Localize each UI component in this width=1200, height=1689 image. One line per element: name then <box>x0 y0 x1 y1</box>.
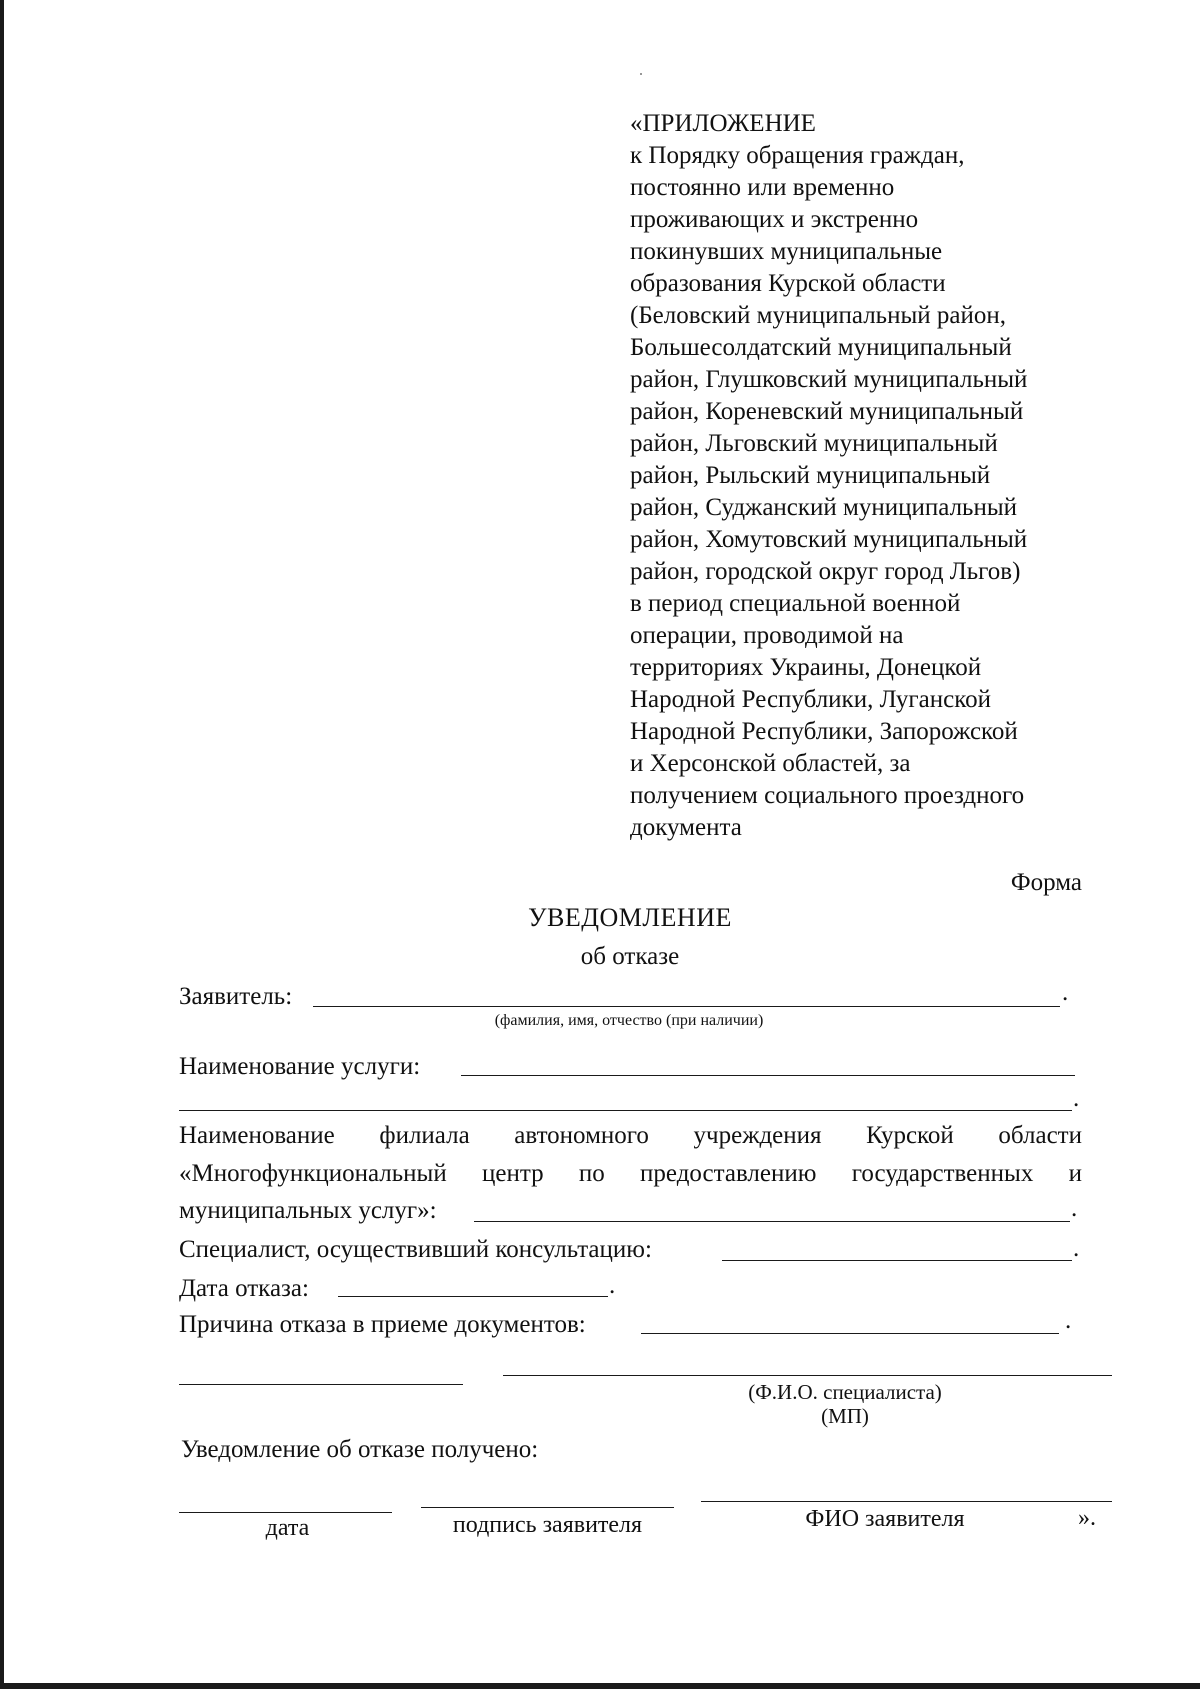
scan-border-bottom <box>0 1683 1200 1689</box>
refusal-reason-field-line[interactable] <box>641 1333 1059 1334</box>
appendix-line: район, Льговский муниципальный <box>630 430 998 457</box>
receipt-name-caption: ФИО заявителя <box>805 1506 965 1532</box>
appendix-line: территориях Украины, Донецкой <box>630 654 982 681</box>
receipt-signature-caption: подпись заявителя <box>452 1512 643 1538</box>
scan-speck <box>640 73 642 75</box>
applicant-caption: (фамилия, имя, отчество (при наличии) <box>494 1012 764 1029</box>
service-field-line[interactable] <box>461 1075 1075 1076</box>
appendix-line: район, Кореневский муниципальный <box>630 398 1024 425</box>
specialist-label: Специалист, осуществивший консультацию: <box>179 1236 652 1263</box>
appendix-line: район, Суджанский муниципальный <box>630 494 1018 521</box>
branch-field-line[interactable] <box>474 1221 1070 1222</box>
closing-quote-mark: ». <box>1078 1505 1096 1531</box>
appendix-line: операции, проводимой на <box>630 622 904 649</box>
appendix-line: в период специальной военной <box>630 590 961 617</box>
seal-caption: (МП) <box>821 1404 869 1428</box>
document-title: УВЕДОМЛЕНИЕ <box>528 903 732 932</box>
appendix-line: (Беловский муниципальный район, <box>630 302 1006 329</box>
branch-label-line-2: «Многофункциональный центр по предоставлению государственных и <box>179 1160 1082 1187</box>
appendix-line: район, городской округ город Льгов) <box>630 558 1021 585</box>
refusal-date-label: Дата отказа: <box>179 1275 309 1302</box>
specialist-field-line[interactable] <box>722 1260 1072 1261</box>
specialist-name-line[interactable] <box>503 1375 1112 1376</box>
refusal-reason-label: Причина отказа в приеме документов: <box>179 1311 586 1338</box>
appendix-line: проживающих и экстренно <box>630 206 919 233</box>
receipt-label: Уведомление об отказе получено: <box>181 1436 539 1463</box>
appendix-line: район, Хомутовский муниципальный <box>630 526 1028 553</box>
appendix-line: получением социального проездного <box>630 782 1025 809</box>
service-field-line-2[interactable] <box>179 1110 1072 1111</box>
receipt-date-line[interactable] <box>179 1512 392 1513</box>
service-label: Наименование услуги: <box>179 1053 421 1080</box>
appendix-body <box>630 140 1100 844</box>
appendix-line: документа <box>630 814 742 841</box>
appendix-line: образования Курской области <box>630 270 946 297</box>
appendix-line: район, Рыльский муниципальный <box>630 462 991 489</box>
appendix-line: постоянно или временно <box>630 174 895 201</box>
specialist-period: . <box>1073 1235 1080 1262</box>
appendix-line: и Херсонской областей, за <box>630 750 911 777</box>
appendix-line: Народной Республики, Запорожской <box>630 718 1018 745</box>
applicant-label: Заявитель: <box>179 983 293 1010</box>
applicant-field-line[interactable] <box>313 1006 1060 1007</box>
appendix-block <box>630 108 1100 844</box>
appendix-title: «ПРИЛОЖЕНИЕ <box>630 110 816 137</box>
appendix-line: Народной Республики, Луганской <box>630 686 991 713</box>
receipt-name-line[interactable] <box>701 1501 1112 1502</box>
branch-label-line-1: Наименование филиала автономного учреждения Курской области <box>179 1122 1082 1149</box>
branch-label-line-3: муниципальных услуг»: <box>179 1197 437 1224</box>
appendix-line: район, Глушковский муниципальный <box>630 366 1028 393</box>
scan-border-left <box>0 0 4 1689</box>
branch-period: . <box>1071 1195 1078 1222</box>
document-subtitle: об отказе <box>580 943 680 970</box>
service-period: . <box>1073 1085 1080 1112</box>
appendix-line: Большесолдатский муниципальный <box>630 334 1012 361</box>
receipt-signature-line[interactable] <box>421 1507 674 1508</box>
receipt-date-caption: дата <box>265 1515 310 1541</box>
refusal-date-period: . <box>609 1272 616 1299</box>
appendix-line: покинувших муниципальные <box>630 238 943 265</box>
appendix-line: к Порядку обращения граждан, <box>630 142 965 169</box>
applicant-period: . <box>1062 979 1069 1006</box>
specialist-name-caption: (Ф.И.О. специалиста) <box>748 1380 942 1404</box>
refusal-date-field-line[interactable] <box>338 1296 608 1297</box>
specialist-signature-line[interactable] <box>179 1384 463 1385</box>
form-label: Форма <box>1010 869 1082 896</box>
refusal-reason-period: . <box>1065 1307 1072 1334</box>
